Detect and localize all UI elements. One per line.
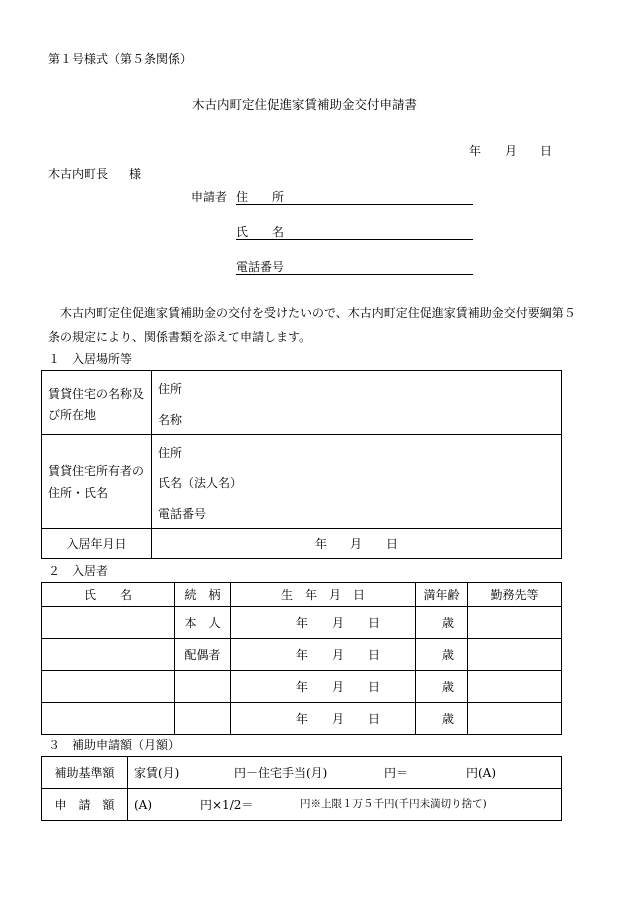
upper-limit-note: 円※上限１万５千円(千円未満切り捨て) (300, 798, 487, 810)
applicant-address-field[interactable] (236, 204, 473, 205)
header-name: 氏 名 (42, 583, 175, 607)
header-birthdate: 生 年 月 日 (231, 583, 416, 607)
move-in-year: 年 (315, 537, 328, 551)
birth-day: 日 (368, 648, 381, 662)
rental-name-label: 名称 (158, 413, 183, 427)
resident-workplace-cell[interactable] (468, 671, 562, 703)
section2-heading: ２ 入居者 (48, 564, 109, 578)
header-age: 満年齢 (416, 583, 468, 607)
resident-relation[interactable] (175, 671, 231, 703)
resident-name-cell[interactable] (42, 671, 175, 703)
yen-a-label: 円(A) (466, 766, 497, 780)
birth-day: 日 (368, 712, 381, 726)
resident-name-cell[interactable] (42, 639, 175, 671)
yen-times-half: 円×1/2＝ (200, 798, 254, 812)
resident-age-cell[interactable] (416, 703, 468, 735)
resident-age-cell[interactable] (416, 607, 468, 639)
owner-phone-label: 電話番号 (158, 507, 207, 521)
move-in-month: 月 (350, 537, 363, 551)
body-text-line1: 木古内町定住促進家賃補助金の交付を受けたいので、木古内町定住促進家賃補助金交付要綱第５ (60, 306, 576, 320)
resident-age-cell[interactable] (416, 639, 468, 671)
minus-allowance-label: 円－住宅手当(月) (234, 766, 328, 780)
age-unit: 歳 (442, 648, 455, 662)
birth-month: 月 (332, 616, 345, 630)
date-month: 月 (505, 144, 518, 158)
rental-location-label-cell (42, 371, 152, 435)
table-row (42, 703, 562, 735)
applicant-name-field[interactable] (236, 239, 473, 240)
resident-birthdate-cell[interactable] (231, 671, 416, 703)
resident-birthdate-cell[interactable] (231, 639, 416, 671)
owner-name-label: 氏名（法人名） (158, 476, 243, 490)
birth-year: 年 (296, 648, 309, 662)
table-row (42, 607, 562, 639)
applicant-phone-label: 電話番号 (236, 260, 285, 274)
apply-amount-label: 申 請 額 (42, 789, 128, 821)
resident-workplace-cell[interactable] (468, 607, 562, 639)
owner-label-line1: 賃貸住宅所有者の (48, 464, 145, 478)
addressee-name: 木古内町長 (48, 167, 109, 181)
location-table (41, 370, 562, 559)
owner-address-label: 住所 (158, 446, 183, 460)
birth-month: 月 (332, 680, 345, 694)
resident-relation: 本 人 (175, 607, 231, 639)
rent-label: 家賃(月) (134, 766, 180, 780)
form-number: 第１号様式（第５条関係） (48, 52, 193, 66)
resident-birthdate-cell[interactable] (231, 607, 416, 639)
resident-relation[interactable] (175, 703, 231, 735)
body-text-line2: 条の規定により、関係書類を添えて申請します。 (48, 330, 312, 344)
birth-month: 月 (332, 712, 345, 726)
base-amount-cell[interactable] (128, 757, 562, 789)
header-relation: 続 柄 (175, 583, 231, 607)
owner-label-line2: 住所・氏名 (48, 486, 109, 500)
rental-location-value-cell[interactable] (152, 371, 562, 435)
apply-amount-cell[interactable] (128, 789, 562, 821)
birth-year: 年 (296, 616, 309, 630)
birth-day: 日 (368, 680, 381, 694)
base-amount-label: 補助基準額 (42, 757, 128, 789)
owner-value-cell[interactable] (152, 435, 562, 529)
resident-workplace-cell[interactable] (468, 639, 562, 671)
birth-day: 日 (368, 616, 381, 630)
move-in-date-cell[interactable] (152, 529, 562, 559)
move-in-day: 日 (386, 537, 399, 551)
table-row (42, 671, 562, 703)
rental-address-label: 住所 (158, 382, 183, 396)
age-unit: 歳 (442, 680, 455, 694)
owner-label-cell (42, 435, 152, 529)
move-in-label: 入居年月日 (42, 529, 152, 559)
a-mark: (A) (134, 798, 153, 812)
resident-workplace-cell[interactable] (468, 703, 562, 735)
applicant-phone-field[interactable] (236, 274, 473, 275)
resident-name-cell[interactable] (42, 607, 175, 639)
resident-age-cell[interactable] (416, 671, 468, 703)
date-year: 年 (469, 144, 482, 158)
addressee-honorific: 様 (129, 167, 142, 181)
age-unit: 歳 (442, 616, 455, 630)
residents-table (41, 582, 562, 735)
rental-location-label-line1: 賃貸住宅の名称及 (48, 387, 145, 401)
resident-name-cell[interactable] (42, 703, 175, 735)
applicant-name-label: 氏 名 (236, 225, 285, 239)
header-workplace: 勤務先等 (468, 583, 562, 607)
resident-relation: 配偶者 (175, 639, 231, 671)
section1-heading: １ 入居場所等 (48, 352, 133, 366)
subsidy-table (41, 756, 562, 821)
resident-birthdate-cell[interactable] (231, 703, 416, 735)
age-unit: 歳 (442, 712, 455, 726)
rental-location-label-line2: び所在地 (48, 408, 97, 422)
yen-equals-label: 円＝ (384, 766, 409, 780)
table-row (42, 639, 562, 671)
birth-month: 月 (332, 648, 345, 662)
section3-heading: ３ 補助申請額（月額） (48, 738, 181, 752)
birth-year: 年 (296, 680, 309, 694)
applicant-address-label: 住 所 (236, 190, 285, 204)
document-title: 木古内町定住促進家賃補助金交付申請書 (192, 97, 418, 112)
birth-year: 年 (296, 712, 309, 726)
applicant-label: 申請者 (191, 190, 228, 204)
date-day: 日 (540, 144, 553, 158)
